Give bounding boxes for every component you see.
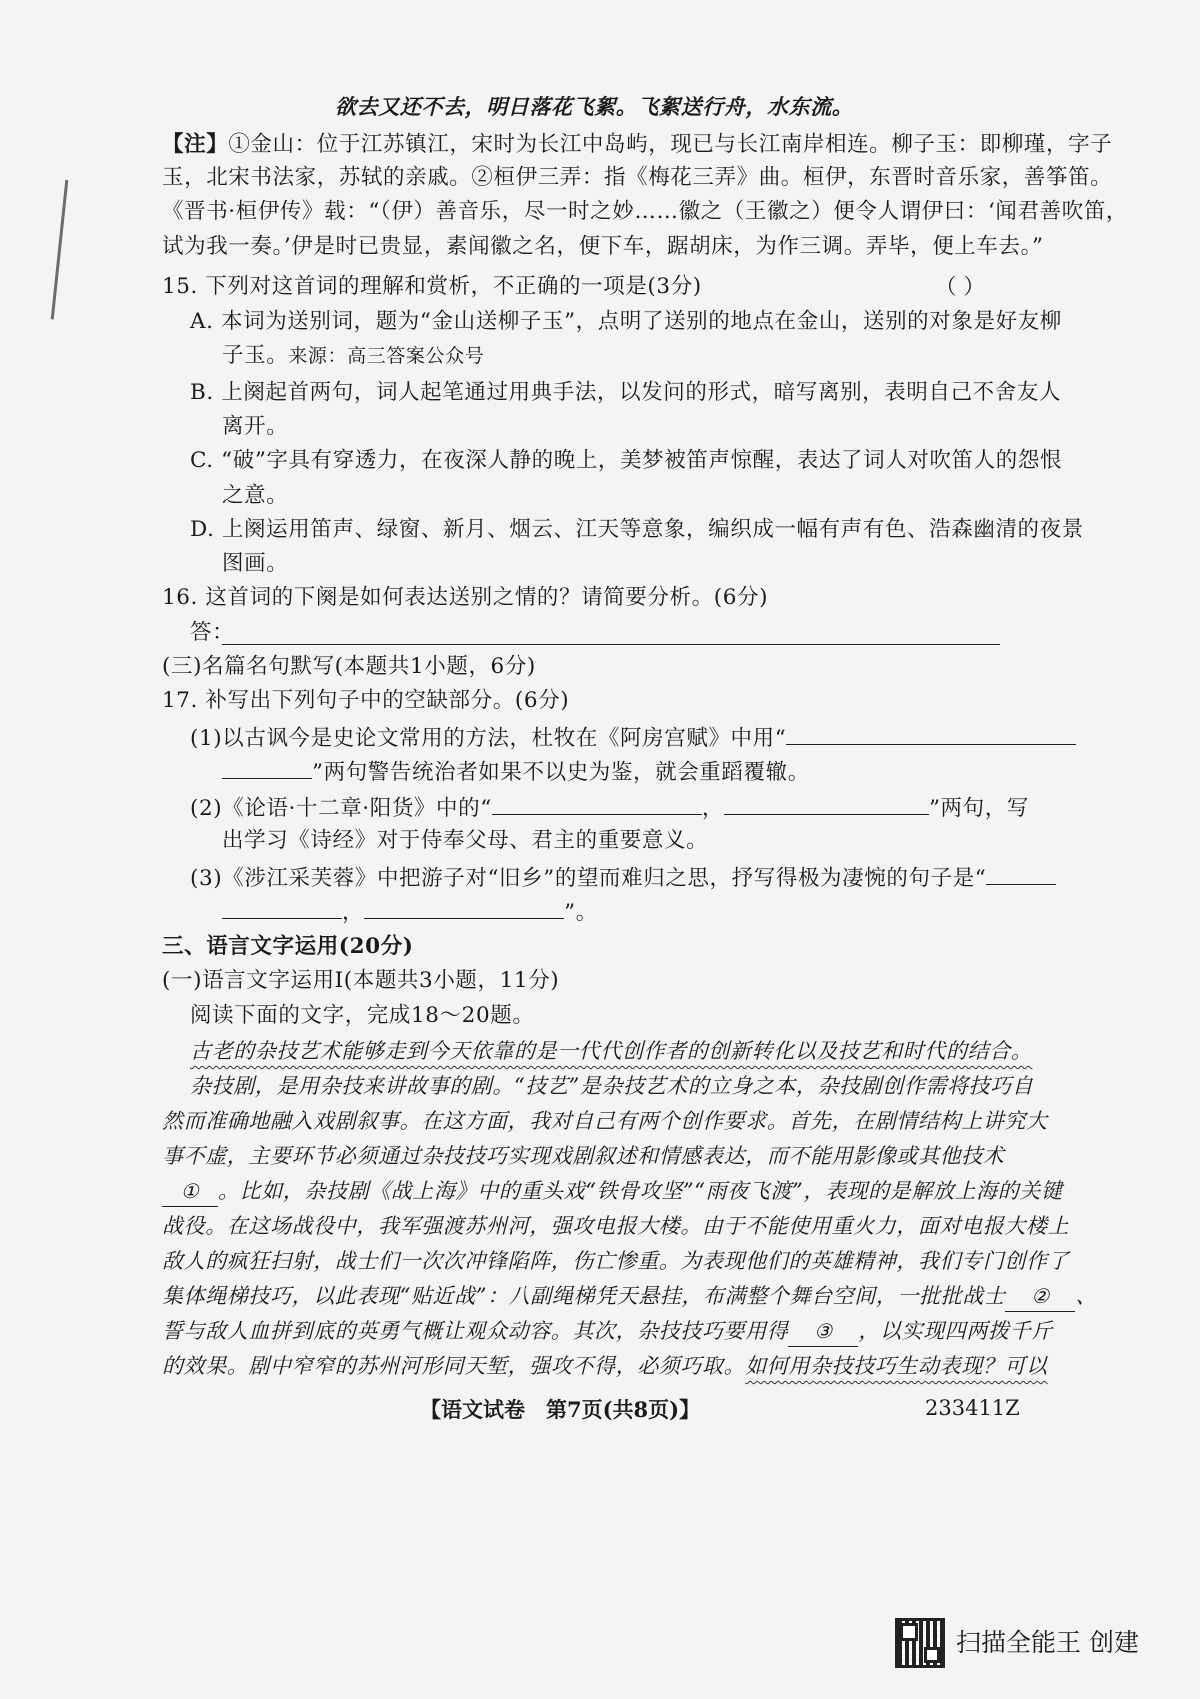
page-footer-title: 【语文试卷 第7页(共8页)】 [420, 1397, 701, 1422]
q17-part-2-line-1: (2)《论语·十二章·阳货》中的“ ， ”两句，写 [190, 792, 1029, 824]
q16-answer-label: 答： [190, 620, 235, 645]
q16-answer-line[interactable] [222, 644, 1000, 645]
scanner-watermark: 扫描全能王 创建 [956, 1628, 1139, 1657]
q17-part-2-line-2: 出学习《诗经》对于侍奉父母、君主的重要意义。 [222, 828, 709, 853]
source-watermark: 来源：高三答案公众号 [288, 345, 485, 367]
section-3-heading: (三)名篇名句默写(本题共1小题，6分) [162, 654, 536, 679]
q15-option-c-line-1: C. “破”字具有穿透力，在夜深人静的晚上，美梦被笛声惊醒，表达了词人对吹笛人的怨恨 [190, 448, 1063, 473]
note-line-2: 玉，北宋书法家，苏轼的亲戚。②桓伊三弄：指《梅花三弄》曲。桓伊，东晋时音乐家，善筝笛。 [162, 165, 1113, 190]
q17-blank-4[interactable] [724, 792, 929, 815]
pen-mark [51, 180, 75, 320]
q15-option-a-line-2: 子玉。来源：高三答案公众号 [222, 343, 485, 368]
q17-blank-1[interactable] [786, 722, 1076, 745]
q15-option-d-line-1: D. 上阕运用笛声、绿窗、新月、烟云、江天等意象，编织成一幅有声有色、浩森幽清的夜景 [190, 517, 1084, 542]
passage-line-4: ① 。比如，杂技剧《战上海》中的重头戏“铁骨攻坚”“雨夜飞渡”，表现的是解放上海的关键 [162, 1176, 1063, 1207]
q17-blank-3[interactable] [492, 792, 702, 815]
poem-last-line: 欲去又还不去，明日落花飞絮。飞絮送行舟，水东流。 [335, 94, 854, 119]
part-3-heading: 三、语言文字运用(20分) [162, 934, 414, 959]
note-line-1: 【注】①金山：位于江苏镇江，宋时为长江中岛屿，现已与长江南岸相连。柳子玉：即柳瑾，字子 [162, 132, 1113, 157]
passage-line-7: 集体绳梯技巧，以此表现“贴近战”：八副绳梯凭天悬挂，布满整个舞台空间，一批批战士 ② 、 [162, 1281, 1097, 1312]
q17-blank-5-cont[interactable] [222, 896, 342, 919]
q17-blank-2[interactable] [222, 756, 312, 779]
q15-answer-paren[interactable]: （ ） [935, 275, 985, 300]
passage-line-2: 然而准确地融入戏剧叙事。在这方面，我对自己有两个创作要求。首先，在剧情结构上讲究大 [162, 1109, 1048, 1133]
q15-stem: 15. 下列对这首词的理解和赏析，不正确的一项是(3分) [162, 274, 702, 299]
note-line-3: 《晋书·桓伊传》载：“（伊）善音乐，尽一时之妙……徽之（王徽之）便令人谓伊曰：‘闻君善吹笛， [162, 199, 1129, 224]
passage-line-9: 的效果。剧中窄窄的苏州河形同天堑，强攻不得，必须巧取。如何用杂技技巧生动表现？可以 [162, 1354, 1048, 1378]
exam-code: 233411Z [925, 1396, 1020, 1420]
q17-part-1-line-1: (1)以古讽今是史论文常用的方法，杜牧在《阿房宫赋》中用“ [190, 722, 1076, 754]
qr-code-icon [895, 1618, 945, 1668]
passage-line-3: 事不虚，主要环节必须通过杂技技巧实现戏剧叙述和情感表达，而不能用影像或其他技术 [162, 1144, 1005, 1168]
passage-line-5: 战役。在这场战役中，我军强渡苏州河，强攻电报大楼。由于不能使用重火力，面对电报大楼上 [162, 1214, 1070, 1238]
q17-part-1-line-2: ”两句警告统治者如果不以史为鉴，就会重蹈覆辙。 [222, 756, 810, 788]
q17-part-3-line-1: (3)《涉江采芙蓉》中把游子对“旧乡”的望而难归之思，抒写得极为凄惋的句子是“ [190, 862, 1056, 894]
q15-option-d-line-2: 图画。 [222, 551, 289, 576]
passage-blank-1[interactable]: ① [162, 1176, 218, 1207]
q17-part-3-line-2: ， ”。 [222, 896, 598, 928]
q15-option-a-line-1: A. 本词为送别词，题为“金山送柳子玉”，点明了送别的地点在金山，送别的对象是好友柳 [190, 309, 1062, 334]
passage-line-1: 杂技剧，是用杂技来讲故事的剧。“技艺”是杂技艺术的立身之本，杂技剧创作需将技巧自 [190, 1074, 1034, 1098]
q15-option-b-line-2: 离开。 [222, 414, 289, 439]
q15-option-c-line-2: 之意。 [222, 483, 289, 508]
q15-option-b-line-1: B. 上阕起首两句，词人起笔通过用典手法，以发问的形式，暗写离别，表明自己不舍友人 [190, 380, 1062, 405]
note-label: 【注】 [162, 132, 229, 157]
note-line-4: 试为我一奏。’伊是时已贵显，素闻徽之名，便下车，踞胡床，为作三调。弄毕，便上车去。” [162, 234, 1044, 259]
q16-stem: 16. 这首词的下阕是如何表达送别之情的？请简要分析。(6分) [162, 585, 769, 610]
passage-line-8: 誓与敌人血拼到底的英勇气概让观众动容。其次，杂技技巧要用得 ③ ，以实现四两拨千斤 [162, 1316, 1053, 1347]
part-3-sub-heading: (一)语言文字运用Ⅰ(本题共3小题，11分) [162, 968, 560, 993]
q17-blank-5[interactable] [986, 862, 1056, 885]
reading-instruction: 阅读下面的文字，完成18～20题。 [190, 1003, 535, 1028]
passage-blank-3[interactable]: ③ [788, 1316, 858, 1347]
passage-blank-2[interactable]: ② [1005, 1281, 1075, 1312]
passage-line-6: 敌人的疯狂扫射，战士们一次次冲锋陷阵，伤亡惨重。为表现他们的英雄精神，我们专门创作了 [162, 1249, 1070, 1273]
wavy-underlined-sentence: 古老的杂技艺术能够走到今天依靠的是一代代创作者的创新转化以及技艺和时代的结合。 [190, 1039, 1033, 1063]
q17-blank-6[interactable] [364, 896, 564, 919]
q17-stem: 17. 补写出下列句子中的空缺部分。(6分) [162, 688, 570, 713]
